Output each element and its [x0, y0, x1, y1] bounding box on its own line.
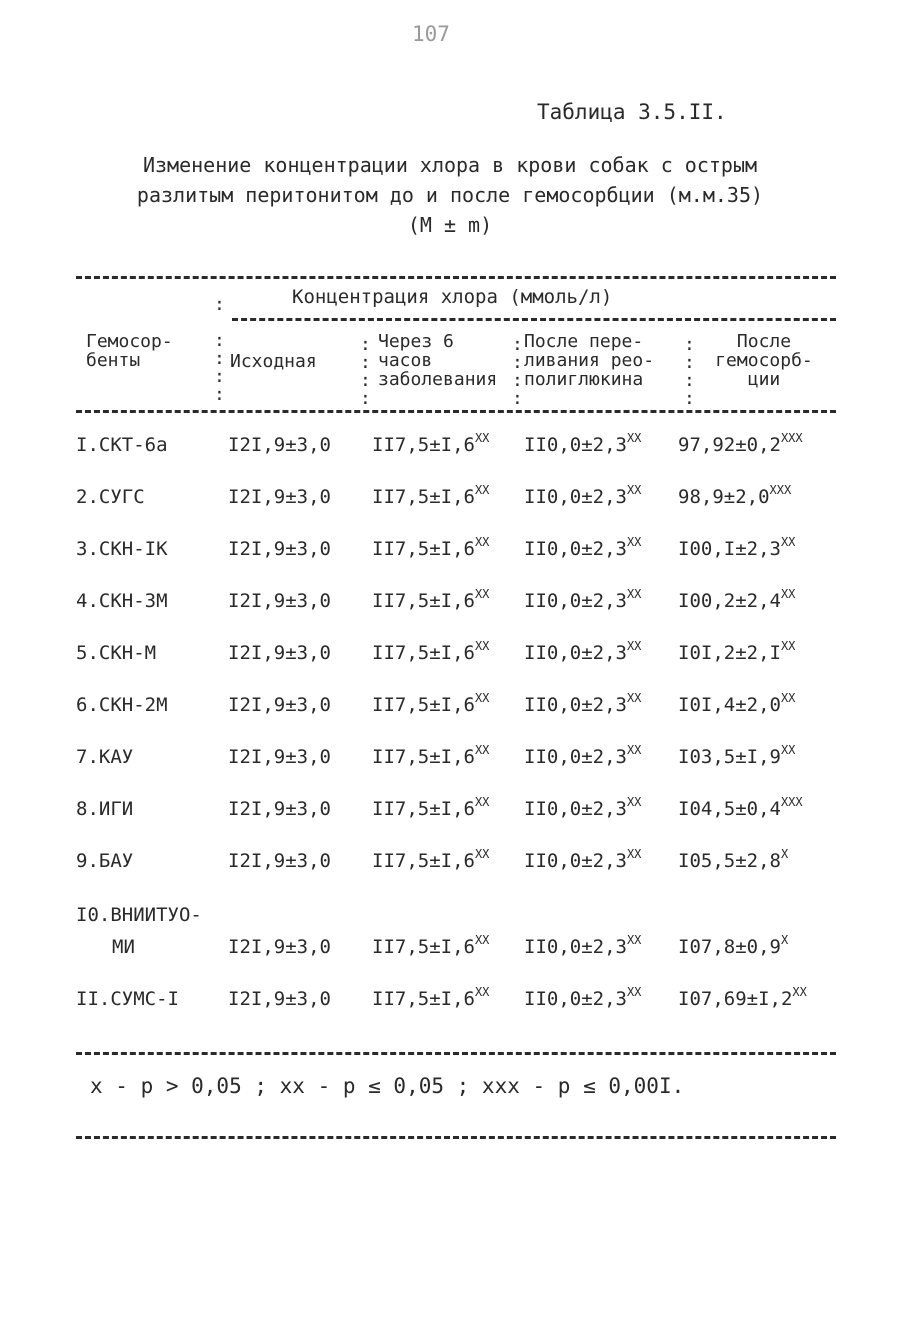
- row-sorbent-name: 2.СУГС: [76, 486, 145, 508]
- significance-mark: XXX: [780, 795, 803, 809]
- row-sorbent-name: 8.ИГИ: [76, 798, 134, 820]
- cell-c2: $II7,5\pm I,6^{XX}$: [372, 985, 490, 1010]
- cell-c1: I2I,9±3,0: [228, 590, 331, 612]
- cell-c2: $II7,5\pm I,6^{XX}$: [372, 587, 490, 612]
- cell-c4: $I04,5\pm 0,4^{XXX}$: [678, 795, 803, 820]
- row-sorbent-name: 3.СКН-IК: [76, 538, 168, 560]
- significance-mark: XX: [626, 431, 642, 445]
- significance-mark: X: [780, 933, 789, 947]
- cell-c4: $I00,2\pm 2,4^{XX}$: [678, 587, 796, 612]
- cell-c3: $II0,0\pm 2,3^{XX}$: [524, 587, 642, 612]
- cell-c4: $I0I,2\pm 2,I^{XX}$: [678, 639, 796, 664]
- table-label: Таблица 3.5.II.: [537, 100, 727, 124]
- significance-mark: XX: [474, 431, 490, 445]
- cell-c4: $I07,69\pm I,2^{XX}$: [678, 985, 807, 1010]
- cell-c3: $II0,0\pm 2,3^{XX}$: [524, 691, 642, 716]
- cell-c4: $I0I,4\pm 2,0^{XX}$: [678, 691, 796, 716]
- significance-mark: XX: [626, 639, 642, 653]
- significance-mark: XX: [626, 743, 642, 757]
- cell-c4: $I07,8\pm 0,9^X$: [678, 933, 789, 958]
- header-col-sorbents: Гемосор- бенты: [86, 331, 173, 371]
- table-bottom-rule: [76, 1052, 836, 1055]
- significance-mark: XX: [474, 691, 490, 705]
- row-sorbent-name: 6.СКН-2М: [76, 694, 168, 716]
- cell-c3: $II0,0\pm 2,3^{XX}$: [524, 535, 642, 560]
- row-sorbent-name: 9.БАУ: [76, 850, 134, 872]
- row-sorbent-name: 4.СКН-3М: [76, 590, 168, 612]
- cell-c2: $II7,5\pm I,6^{XX}$: [372, 535, 490, 560]
- significance-mark: XX: [474, 795, 490, 809]
- cell-c2: $II7,5\pm I,6^{XX}$: [372, 483, 490, 508]
- significance-mark: XX: [780, 535, 796, 549]
- column-divider: : : : :: [684, 334, 695, 409]
- significance-mark: XX: [626, 795, 642, 809]
- significance-mark: XX: [780, 743, 796, 757]
- header-col-reopolyglucin: После пере- ливания рео- полиглюкина: [524, 331, 655, 390]
- cell-c1: I2I,9±3,0: [228, 486, 331, 508]
- cell-c3: $II0,0\pm 2,3^{XX}$: [524, 933, 642, 958]
- cell-c4: $I03,5\pm I,9^{XX}$: [678, 743, 796, 768]
- cell-c2: $II7,5\pm I,6^{XX}$: [372, 847, 490, 872]
- row-sorbent-name: 5.СКН-М: [76, 642, 157, 664]
- page-number: 107: [412, 22, 450, 46]
- cell-c4: $97,92\pm 0,2^{XXX}$: [678, 431, 803, 456]
- significance-mark: XX: [474, 587, 490, 601]
- cell-c1: I2I,9±3,0: [228, 694, 331, 716]
- cell-c2: $II7,5\pm I,6^{XX}$: [372, 639, 490, 664]
- significance-mark: XX: [780, 639, 796, 653]
- cell-c1: I2I,9±3,0: [228, 538, 331, 560]
- significance-mark: XX: [626, 985, 642, 999]
- row-sorbent-name: I.СКТ-6а: [76, 434, 168, 456]
- header-col-initial: Исходная: [230, 351, 317, 372]
- cell-c2: $II7,5\pm I,6^{XX}$: [372, 933, 490, 958]
- significance-mark: XXX: [780, 431, 803, 445]
- cell-c4: $I05,5\pm 2,8^X$: [678, 847, 789, 872]
- significance-mark: XX: [474, 847, 490, 861]
- cell-c3: $II0,0\pm 2,3^{XX}$: [524, 639, 642, 664]
- cell-c3: $II0,0\pm 2,3^{XX}$: [524, 985, 642, 1010]
- cell-c1: I2I,9±3,0: [228, 746, 331, 768]
- header-col-after: После гемосорб- ции: [715, 331, 813, 390]
- cell-c3: $II0,0\pm 2,3^{XX}$: [524, 795, 642, 820]
- significance-mark: XX: [474, 535, 490, 549]
- header-bottom-rule: [76, 410, 836, 413]
- cell-c2: $II7,5\pm I,6^{XX}$: [372, 743, 490, 768]
- cell-c3: $II0,0\pm 2,3^{XX}$: [524, 483, 642, 508]
- cell-c1: I2I,9±3,0: [228, 850, 331, 872]
- significance-mark: XX: [474, 483, 490, 497]
- significance-mark: XX: [626, 483, 642, 497]
- cell-c1: I2I,9±3,0: [228, 988, 331, 1010]
- significance-mark: XX: [626, 933, 642, 947]
- significance-mark: X: [780, 847, 789, 861]
- significance-mark: XX: [792, 985, 807, 999]
- significance-mark: XXX: [769, 483, 792, 497]
- column-divider: : : : :: [360, 334, 371, 409]
- table-title: [70, 150, 830, 240]
- cell-c4: $98,9\pm 2,0^{XXX}$: [678, 483, 792, 508]
- header-group: Концентрация хлора (ммоль/л): [292, 286, 613, 308]
- column-divider: : : : :: [512, 334, 523, 409]
- row-sorbent-name: 7.КАУ: [76, 746, 134, 768]
- cell-c4: $I00,I\pm 2,3^{XX}$: [678, 535, 796, 560]
- cell-c3: $II0,0\pm 2,3^{XX}$: [524, 431, 642, 456]
- significance-mark: XX: [626, 587, 642, 601]
- significance-mark: XX: [780, 691, 796, 705]
- significance-mark: XX: [780, 587, 796, 601]
- significance-mark: XX: [626, 691, 642, 705]
- title-line: разлитым перитонитом до и после гемосорбции (м.м.35): [136, 183, 764, 207]
- table-top-rule: [76, 276, 836, 279]
- significance-mark: XX: [626, 847, 642, 861]
- cell-c1: I2I,9±3,0: [228, 642, 331, 664]
- cell-c1: I2I,9±3,0: [228, 434, 331, 456]
- cell-c2: $II7,5\pm I,6^{XX}$: [372, 431, 490, 456]
- title-line: Изменение концентрации хлора в крови собак с острым: [142, 153, 758, 177]
- cell-c1: I2I,9±3,0: [228, 798, 331, 820]
- significance-mark: XX: [474, 933, 490, 947]
- row-sorbent-name: I0.ВНИИТУО- МИ: [76, 904, 202, 958]
- significance-mark: XX: [626, 535, 642, 549]
- significance-mark: XX: [474, 639, 490, 653]
- column-divider: : : : : :: [214, 294, 225, 405]
- title-line: (М ± m): [407, 213, 493, 237]
- significance-mark: XX: [474, 743, 490, 757]
- cell-c1: I2I,9±3,0: [228, 936, 331, 958]
- row-sorbent-name: II.СУМС-I: [76, 988, 179, 1010]
- header-group-rule: [232, 318, 836, 321]
- cell-c2: $II7,5\pm I,6^{XX}$: [372, 691, 490, 716]
- footnote-bottom-rule: [76, 1136, 836, 1139]
- significance-mark: XX: [474, 985, 490, 999]
- header-col-6h: Через 6 часов заболевания: [378, 331, 498, 390]
- cell-c2: $II7,5\pm I,6^{XX}$: [372, 795, 490, 820]
- cell-c3: $II0,0\pm 2,3^{XX}$: [524, 847, 642, 872]
- cell-c3: $II0,0\pm 2,3^{XX}$: [524, 743, 642, 768]
- footnote: x - p > 0,05 ; xx - p ≤ 0,05 ; xxx - p ≤ 0,00I.: [90, 1074, 685, 1098]
